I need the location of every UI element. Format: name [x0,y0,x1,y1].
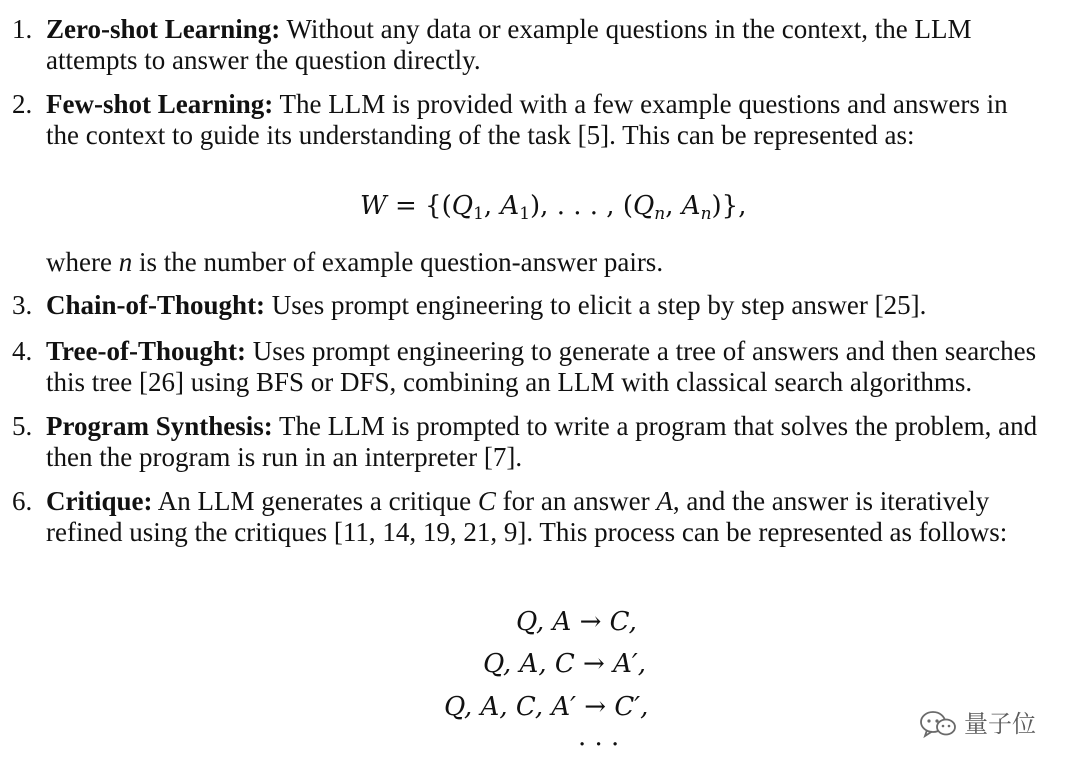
item-line-1 [46,411,1056,442]
watermark [918,707,1058,741]
item-line-1 [46,89,1056,120]
item-text: Without any data or example questions in the context, the LLM [280,14,972,44]
critique-equation-1: Q, A → C, [516,607,637,637]
item-line-1: Critique: An LLM generates a critique C for an answer A, and the answer is iteratively [46,486,990,516]
list-number: 4. [12,336,33,366]
item-text: The LLM is prompted to write a program that solves the problem, and [272,411,1038,441]
term-zero-shot: Zero-shot Learning: [46,14,281,44]
item-line-2: this tree [26] using BFS or DFS, combining an LLM with classical search algorithms. [46,367,973,397]
item-line-2: attempts to answer the question directly. [46,45,481,75]
item-text: The LLM is provided with a few example questions and answers in [273,89,1008,119]
list-item-few-shot [12,89,1056,151]
term-tree-of-thought: Tree-of-Thought: [46,336,246,366]
list-item-critique [12,486,1056,548]
item-line-1 [46,336,1056,367]
item-text: Uses prompt engineering to elicit a step by step answer [25]. [265,290,927,320]
list-number: 2. [12,89,33,119]
item-text: Uses prompt engineering to generate a tree of answers and then searches [245,336,1037,366]
var-a: A [656,486,673,516]
item-line-2: then the program is run in an interpreter [7]. [46,442,523,472]
critique-equation-2: Q, A, C → A′, [483,649,647,679]
list-number: 6. [12,486,33,516]
var-c: C [477,486,496,516]
critique-ellipsis: · · · [578,730,620,760]
list-item-chain-of-thought [12,290,1056,321]
term-chain-of-thought: Chain-of-Thought: [46,290,266,320]
list-item-zero-shot [12,14,1056,76]
item-line-1 [46,14,1056,45]
critique-equation-3: Q, A, C, A′ → C′, [444,692,649,722]
wechat-icon [918,709,958,739]
list-item-tree-of-thought [12,336,1056,398]
term-few-shot: Few-shot Learning: [46,89,274,119]
list-number: 3. [12,290,33,320]
item-line-2: the context to guide its understanding of the task [5]. This can be represented as: [46,120,915,150]
item-line-1 [46,290,1056,321]
term-critique: Critique: [46,486,153,516]
list-number: 5. [12,411,33,441]
term-program-synthesis: Program Synthesis: [46,411,273,441]
watermark-text: 量子位 [964,709,1036,738]
list-number: 1. [12,14,33,44]
var-n: n [118,247,133,277]
equation-few-shot: $W = \{(Q_1$, $A_1$), . . . , ($Q_n$, $A_n$)}, [360,191,747,224]
where-line: where n is the number of example question-answer pairs. [46,247,664,277]
item-line-2: refined using the critiques [11, 14, 19, 21, 9]. This process can be represented as follows: [46,517,1008,547]
list-item-program-synthesis [12,411,1056,473]
